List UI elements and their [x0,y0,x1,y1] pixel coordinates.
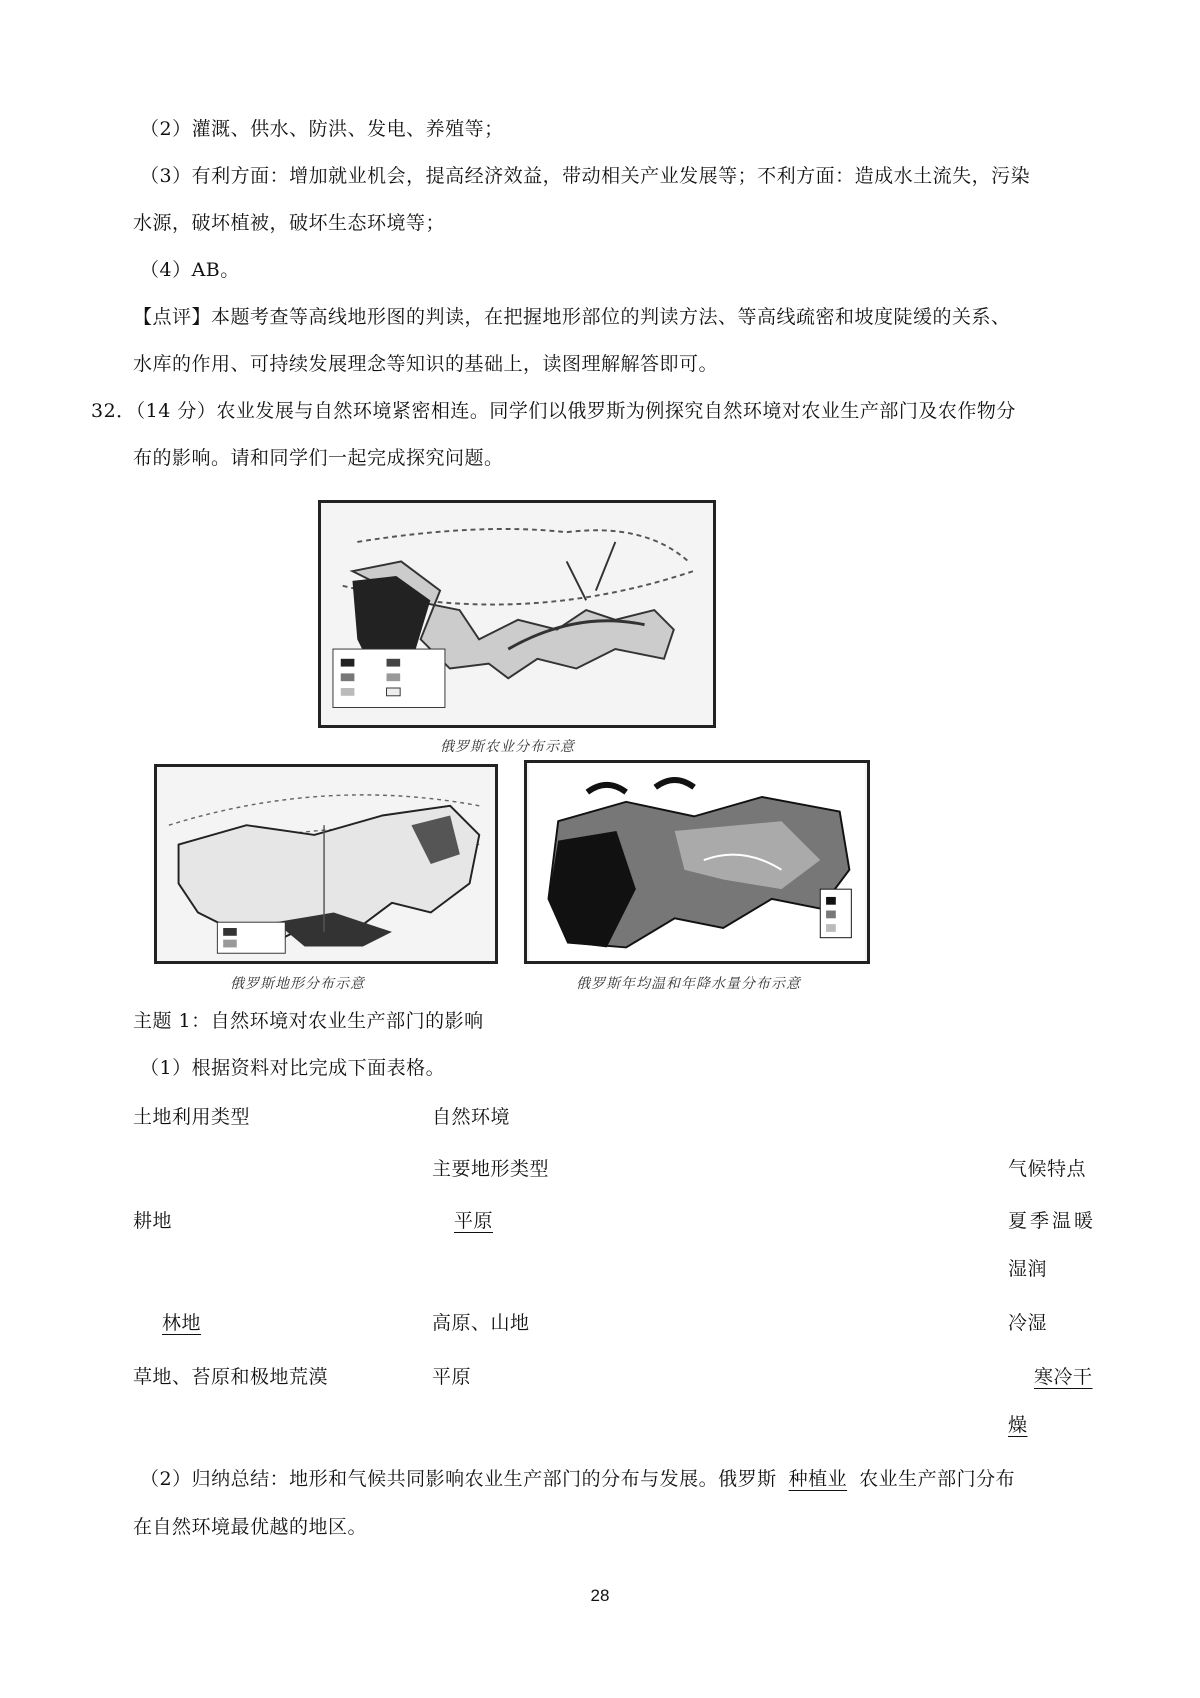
row1-land: 耕地 [133,1210,173,1232]
answer-line-4: （4）AB。 [140,259,240,281]
page-number: 28 [590,1586,610,1605]
agriculture-map [318,500,716,728]
row3-climate-cont [1008,1412,1042,1438]
row3-climate-answer-cont: 燥 [1008,1414,1028,1436]
climate-map [524,760,870,964]
agriculture-map-caption: 俄罗斯农业分布示意 [440,739,575,755]
row2-land-answer: 林地 [162,1312,202,1334]
question-2-text-after: 农业生产部门分布 [859,1468,1016,1490]
question-2 [140,1466,1015,1492]
comment-line: 【点评】本题考查等高线地形图的判读，在把握地形部位的判读方法、等高线疏密和坡度陡缓的关系、 [133,306,1011,328]
header-climate: 气候特点 [1008,1158,1087,1180]
answer-line-3-cont: 水源，破坏植被，破坏生态环境等； [133,212,446,234]
row3-climate [1008,1364,1093,1390]
comment-line-cont: 水库的作用、可持续发展理念等知识的基础上，读图理解解答即可。 [133,353,719,375]
row1-terrain [432,1208,515,1234]
header-terrain: 主要地形类型 [432,1158,550,1180]
row2-terrain: 高原、山地 [432,1312,530,1334]
row1-climate-cont: 湿润 [1008,1258,1048,1280]
question-32-cont: 布的影响。请和同学们一起完成探究问题。 [133,447,504,469]
question-2-answer: 种植业 [788,1468,848,1490]
climate-map-caption: 俄罗斯年均温和年降水量分布示意 [576,976,801,992]
row3-climate-answer: 寒冷干 [1034,1366,1093,1388]
answer-line-3: （3）有利方面：增加就业机会，提高经济效益，带动相关产业发展等；不利方面：造成水土流失，污染 [140,165,1031,187]
question-2-text: （2）归纳总结：地形和气候共同影响农业生产部门的分布与发展。俄罗斯 [140,1468,777,1490]
theme-1: 主题 1：自然环境对农业生产部门的影响 [133,1010,484,1032]
row2-land [140,1310,223,1336]
question-2-cont: 在自然环境最优越的地区。 [133,1516,368,1538]
question-1: （1）根据资料对比完成下面表格。 [140,1057,446,1079]
question-32: 32．（14 分）农业发展与自然环境紧密相连。同学们以俄罗斯为例探究自然环境对农业生产部门及农作物分 [91,400,1016,422]
row3-land: 草地、苔原和极地荒漠 [133,1366,329,1388]
terrain-map [154,764,498,964]
row2-climate: 冷湿 [1008,1312,1048,1334]
row3-terrain: 平原 [432,1366,472,1388]
row1-climate: 夏季温暖 [1008,1210,1097,1232]
row1-terrain-answer: 平原 [454,1210,494,1232]
header-land-use: 土地利用类型 [133,1106,251,1128]
header-natural-env: 自然环境 [432,1106,511,1128]
terrain-map-caption: 俄罗斯地形分布示意 [230,976,365,992]
answer-line-2: （2）灌溉、供水、防洪、发电、养殖等； [140,118,504,140]
